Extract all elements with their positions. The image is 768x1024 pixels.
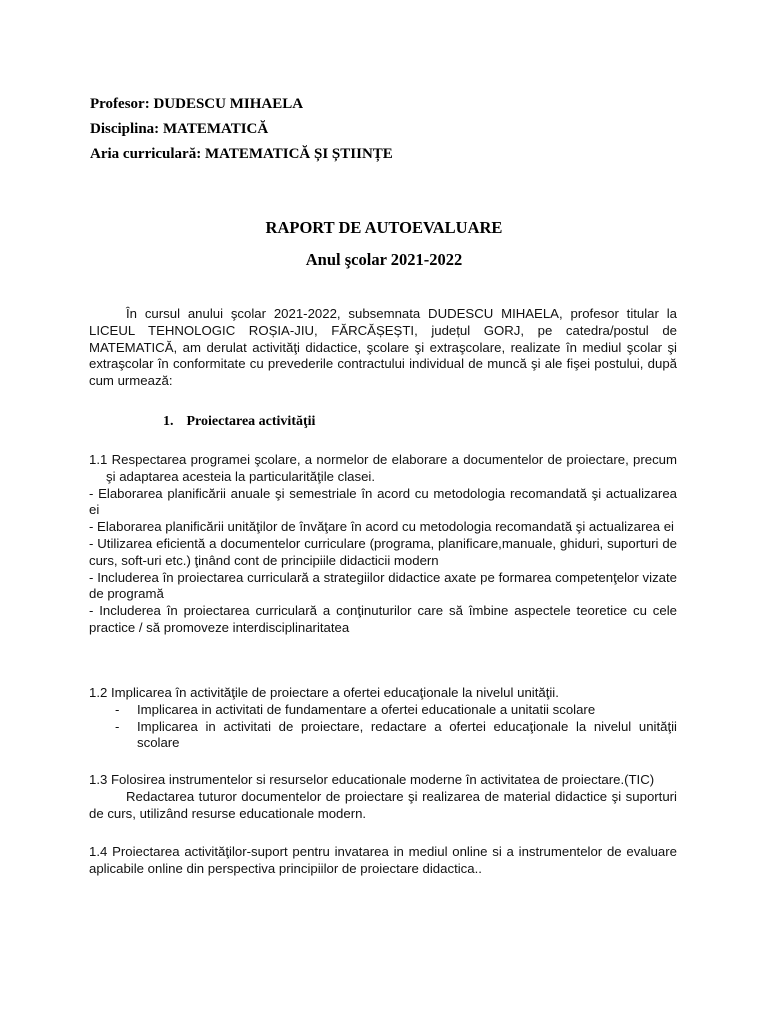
dash-marker: -: [115, 718, 120, 734]
aria-value: MATEMATICĂ ȘI ȘTIINȚE: [204, 146, 393, 162]
aria-row: [90, 142, 393, 167]
bullet-list: [89, 702, 677, 752]
list-item: - Utilizarea eficientă a documentelor curriculare (programa, planificare,manuale, ghiduri, suporturi de curs, soft-uri etc.) ţinând cont de principiile didacticii modern: [89, 535, 677, 568]
list-item: [115, 719, 677, 753]
paragraph-1-3: [89, 772, 677, 822]
list-item: - Elaborarea planificării anuale şi semestriale în acord cu metodologia recomandată şi actualizarea ei: [89, 485, 677, 518]
paragraph-1-2: [89, 685, 677, 752]
paragraph-1-1: [89, 452, 677, 637]
intro-paragraph: [89, 306, 677, 390]
section-number: 1.: [163, 414, 174, 429]
list-item: [115, 702, 677, 719]
disciplina-value: MATEMATICĂ: [162, 121, 269, 137]
paragraph-1-4: [89, 844, 677, 878]
list-item: - Elaborarea planificării unităţilor de învăţare în acord cu metodologia recomandată şi actualizarea ei: [89, 519, 674, 535]
document-header: [90, 92, 393, 167]
section-title: Proiectarea activităţii: [186, 414, 316, 429]
paragraph-1-3-text: Redactarea tuturor documentelor de proiectare şi realizarea de material didactice şi suporturi de curs, utilizând resurse educationale modern.: [89, 788, 677, 821]
paragraph-1-3-lead: 1.3 Folosirea instrumentelor si resurselor educationale moderne în activitatea de proiectare.(TIC): [89, 772, 655, 787]
document-title: RAPORT DE AUTOEVALUARE: [265, 218, 503, 237]
intro-text: În cursul anului şcolar 2021-2022, subsemnata DUDESCU MIHAELA, profesor titular la LICEUL TEHNOLOGIC ROȘIA-JIU, FĂRCĂȘEȘTI, județul GORJ, pe catedra/postul de MATEMATICĂ, am derulat activităţi didactice, şcolare şi extraşcolare, realizate în mediul şcolar şi extraşcolar în conformitate cu prevederile contractului individual de muncă şi ale fişei postului, după cum urmează:: [89, 306, 677, 389]
list-item-text: Implicarea in activitati de proiectare, redactare a ofertei educaţionale la nivelul unităţii scolare: [137, 718, 677, 751]
paragraph-1-4-lead: 1.4 Proiectarea activităţilor-suport pentru invatarea in mediul online si a instrumentelor de evaluare aplicabile online din perspectiva principiilor de proiectare didactica..: [89, 844, 677, 876]
document-subtitle: Anul şcolar 2021-2022: [305, 250, 463, 269]
list-item: - Includerea în proiectarea curriculară a conţinuturilor care să îmbine aspectele teoretice cu cele practice / să promoveze interdisciplinaritatea: [89, 603, 677, 635]
list-item-text: Implicarea in activitati de fundamentare a ofertei educationale a unitatii scolare: [137, 701, 596, 717]
disciplina-row: [90, 117, 393, 142]
profesor-label: Profesor:: [90, 96, 150, 112]
profesor-value: DUDESCU MIHAELA: [153, 96, 304, 112]
profesor-row: [90, 92, 393, 117]
aria-label: Aria curriculară:: [90, 146, 202, 162]
paragraph-1-1-lead: 1.1 Respectarea programei şcolare, a normelor de elaborare a documentelor de proiectare, precum şi adaptarea acesteia la particularităţile clasei.: [89, 452, 677, 484]
dash-marker: -: [115, 701, 120, 717]
section-heading: [163, 414, 315, 430]
disciplina-label: Disciplina:: [90, 121, 160, 137]
list-item: - Includerea în proiectarea curriculară a strategiilor didactice axate pe formarea competenţelor vizate de programă: [89, 569, 677, 602]
paragraph-1-2-lead: 1.2 Implicarea în activităţile de proiectare a ofertei educaţionale la nivelul unităţii.: [89, 685, 559, 700]
